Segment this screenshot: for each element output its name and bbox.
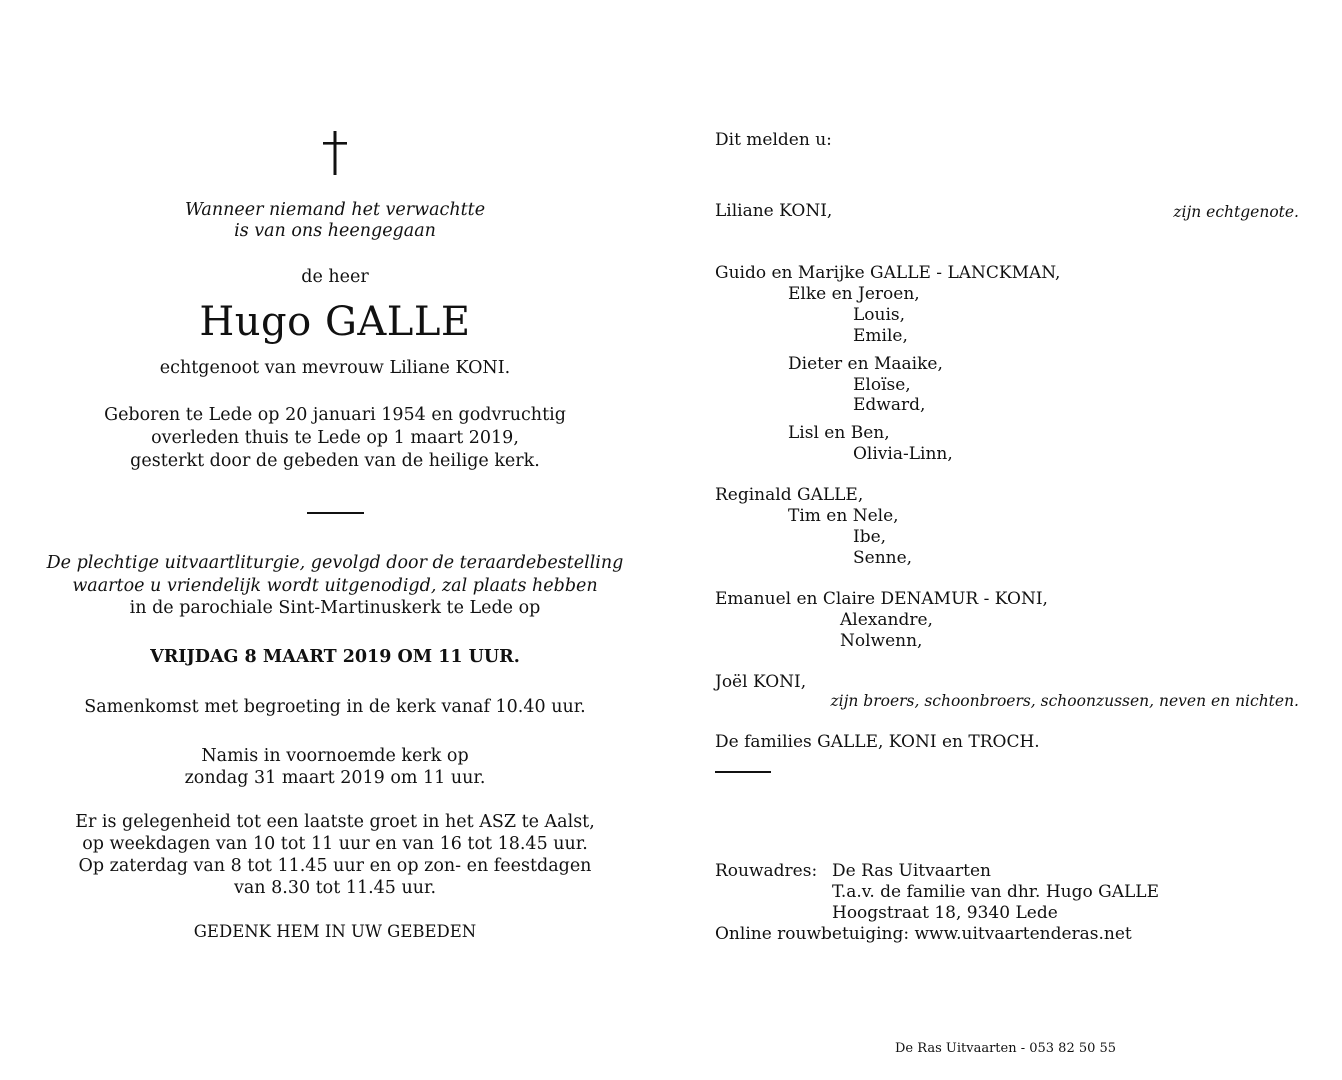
family-1: Guido en Marijke GALLE - LANCKMAN, (715, 263, 1061, 283)
birth-line-1: Geboren te Lede op 20 januari 1954 en godvruchtig (104, 405, 566, 425)
family-1-child-c: Lisl en Ben, (788, 423, 890, 443)
family-4-role: zijn broers, schoonbroers, schoonzussen, neven en nichten. (830, 692, 1299, 710)
family-2-grandchild-a1: Ibe, (853, 527, 887, 547)
family-3-child-b: Nolwenn, (840, 631, 923, 651)
mass-line-2: zondag 31 maart 2019 om 11 uur. (184, 768, 486, 788)
family-4: Joël KONI, (715, 672, 807, 692)
spouse-line: echtgenoot van mevrouw Liliane KONI. (159, 358, 511, 378)
family-1-grandchild-b2: Edward, (853, 395, 926, 415)
service-line-3: in de parochiale Sint-Martinuskerk te Lede op (129, 598, 541, 618)
family-1-grandchild-a2: Emile, (853, 326, 908, 346)
service-date: VRIJDAG 8 MAART 2019 OM 11 UUR. (150, 647, 520, 667)
mass-line-1: Namis in voornoemde kerk op (201, 746, 469, 766)
visit-line-4: van 8.30 tot 11.45 uur. (233, 878, 437, 898)
family-2-child-a: Tim en Nele, (788, 506, 899, 526)
visit-line-3: Op zaterdag van 8 tot 11.45 uur en op zon- en feestdagen (78, 856, 592, 876)
family-1-child-a: Elke en Jeroen, (788, 284, 920, 304)
online-condolence: Online rouwbetuiging: www.uitvaartenderas.net (715, 924, 1132, 944)
cross-icon (323, 131, 347, 175)
family-2-grandchild-a2: Senne, (853, 548, 913, 568)
divider-right (715, 771, 771, 773)
family-2: Reginald GALLE, (715, 485, 864, 505)
family-1-grandchild-c1: Olivia-Linn, (853, 444, 953, 464)
visit-line-1: Er is gelegenheid tot een laatste groet in het ASZ te Aalst, (75, 812, 595, 832)
family-3: Emanuel en Claire DENAMUR - KONI, (715, 589, 1048, 609)
divider (307, 512, 364, 514)
address-line-1: De Ras Uitvaarten (832, 861, 991, 881)
deceased-name: Hugo GALLE (199, 299, 471, 345)
wife-role: zijn echtgenote. (1173, 203, 1299, 221)
families-line: De families GALLE, KONI en TROCH. (715, 732, 1040, 752)
family-1-child-b: Dieter en Maaike, (788, 354, 943, 374)
title-prefix: de heer (301, 267, 369, 287)
gathering-line: Samenkomst met begroeting in de kerk vanaf 10.40 uur. (84, 697, 586, 717)
intro-line-2: is van ons heengegaan (234, 221, 436, 241)
intro-line-1: Wanneer niemand het verwachtte (184, 200, 486, 220)
closing-line: GEDENK HEM IN UW GEBEDEN (193, 922, 477, 941)
wife-name: Liliane KONI, (715, 201, 833, 221)
family-1-grandchild-b1: Eloïse, (853, 375, 911, 395)
birth-line-3: gesterkt door de gebeden van de heilige kerk. (130, 451, 540, 471)
announce-heading: Dit melden u: (715, 130, 832, 150)
address-line-3: Hoogstraat 18, 9340 Lede (832, 903, 1058, 923)
birth-line-2: overleden thuis te Lede op 1 maart 2019, (151, 428, 519, 448)
family-1-grandchild-a1: Louis, (853, 305, 906, 325)
visit-line-2: op weekdagen van 10 tot 11 uur en van 16 tot 18.45 uur. (82, 834, 588, 854)
footer-imprint: De Ras Uitvaarten - 053 82 50 55 (895, 1041, 1117, 1056)
service-line-1: De plechtige uitvaartliturgie, gevolgd door de teraardebestelling (46, 553, 624, 573)
address-line-2: T.a.v. de familie van dhr. Hugo GALLE (832, 882, 1159, 902)
family-3-child-a: Alexandre, (840, 610, 933, 630)
address-label: Rouwadres: (715, 861, 818, 881)
service-line-2: waartoe u vriendelijk wordt uitgenodigd, zal plaats hebben (72, 576, 598, 596)
